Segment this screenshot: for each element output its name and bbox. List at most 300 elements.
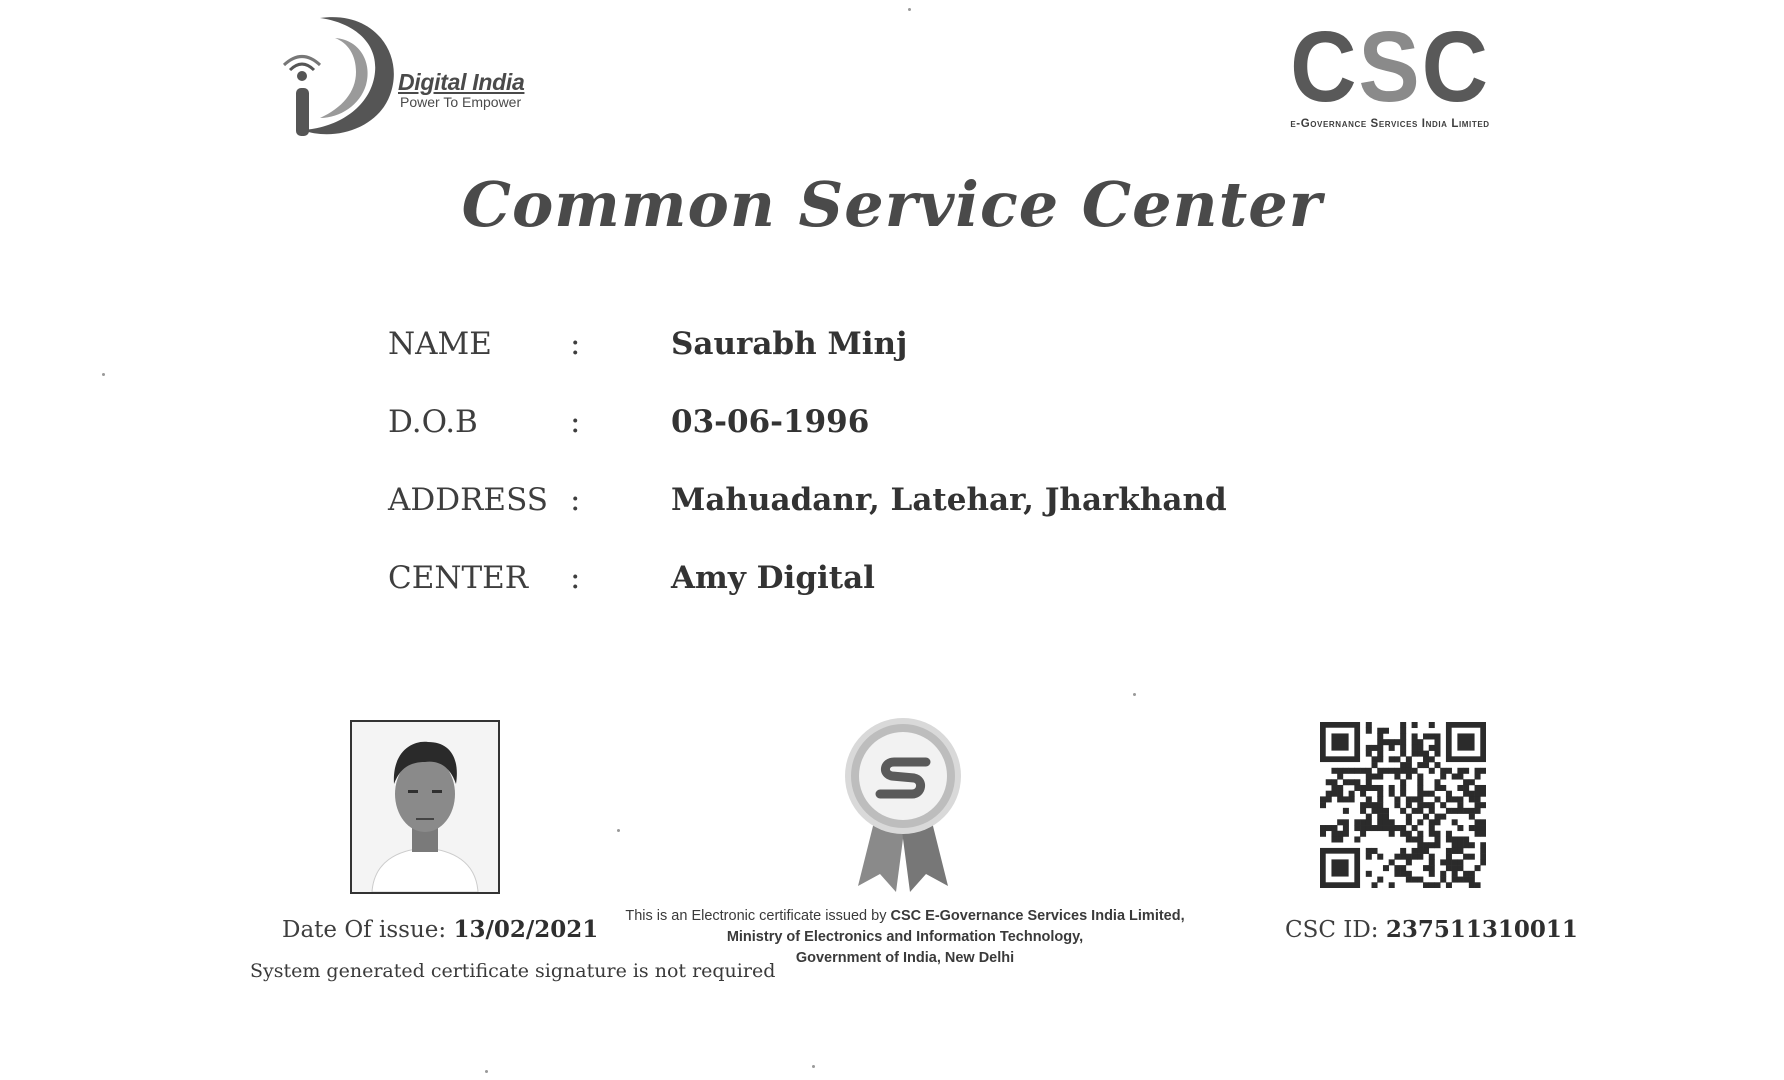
qr-module [1452, 859, 1458, 865]
qr-module [1423, 756, 1429, 762]
qr-module [1475, 831, 1481, 837]
issuer-note [590, 906, 1220, 969]
scan-speck [102, 373, 105, 376]
qr-module [1417, 739, 1423, 745]
qr-module [1480, 819, 1486, 825]
issuer-line-3 [590, 948, 1220, 969]
qr-module [1383, 865, 1389, 871]
qr-module [1400, 762, 1406, 768]
scan-speck [908, 8, 911, 11]
qr-module [1366, 785, 1372, 791]
csc-logo-subtitle: e-Governance Services India Limited [1290, 118, 1490, 130]
qr-module [1343, 808, 1349, 814]
qr-module [1394, 802, 1400, 808]
qr-module [1400, 779, 1406, 785]
address-colon: : [570, 482, 581, 518]
qr-module [1475, 819, 1481, 825]
qr-module [1377, 819, 1383, 825]
verification-qr-code [1320, 722, 1486, 888]
csc-letter-c2: C [1421, 11, 1490, 123]
qr-module [1417, 819, 1423, 825]
address-label: ADDRESS [388, 482, 548, 518]
qr-module [1440, 768, 1446, 774]
qr-module [1434, 819, 1440, 825]
qr-module [1372, 756, 1378, 762]
qr-module [1452, 836, 1458, 842]
qr-module [1423, 791, 1429, 797]
qr-module [1331, 779, 1337, 785]
qr-module [1412, 877, 1418, 883]
qr-module [1377, 802, 1383, 808]
qr-module [1434, 779, 1440, 785]
address-value: Mahuadanr, Latehar, Jharkhand [671, 482, 1227, 518]
qr-module [1360, 831, 1366, 837]
csc-id [1285, 916, 1578, 943]
dob-label: D.O.B [388, 404, 478, 440]
qr-module [1377, 739, 1383, 745]
qr-module [1417, 779, 1423, 785]
qr-module [1452, 842, 1458, 848]
qr-module [1400, 728, 1406, 734]
qr-module [1412, 768, 1418, 774]
qr-module [1394, 871, 1400, 877]
scan-speck [617, 829, 620, 832]
qr-module [1417, 796, 1423, 802]
digital-india-title: Digital India [398, 69, 525, 95]
issuer-line-1-prefix: This is an Electronic certificate issued by [625, 908, 891, 924]
qr-module [1446, 791, 1452, 797]
qr-module [1434, 836, 1440, 842]
qr-module [1434, 739, 1440, 745]
qr-module [1394, 739, 1400, 745]
qr-module [1400, 751, 1406, 757]
qr-module [1417, 774, 1423, 780]
qr-module [1366, 854, 1372, 860]
qr-module [1457, 877, 1463, 883]
qr-module [1475, 785, 1481, 791]
qr-module [1480, 842, 1486, 848]
qr-module [1377, 756, 1383, 762]
qr-module [1457, 848, 1463, 854]
qr-module [1354, 825, 1360, 831]
qr-module [1372, 848, 1378, 854]
qr-module [1440, 814, 1446, 820]
qr-module [1389, 882, 1395, 888]
center-value: Amy Digital [671, 560, 875, 596]
qr-module [1377, 796, 1383, 802]
qr-module [1366, 848, 1372, 854]
qr-module [1469, 796, 1475, 802]
qr-module [1377, 877, 1383, 883]
qr-module [1331, 791, 1337, 797]
qr-module [1389, 831, 1395, 837]
qr-module [1366, 819, 1372, 825]
qr-module [1475, 802, 1481, 808]
qr-module [1417, 836, 1423, 842]
name-colon: : [570, 326, 581, 362]
qr-module [1331, 836, 1337, 842]
qr-module [1331, 768, 1337, 774]
qr-module [1446, 796, 1452, 802]
qr-module [1337, 836, 1343, 842]
issue-label: Date Of issue: [282, 917, 454, 943]
qr-module [1337, 791, 1343, 797]
qr-module [1429, 831, 1435, 837]
qr-module [1457, 768, 1463, 774]
qr-module [1406, 859, 1412, 865]
qr-module [1452, 848, 1458, 854]
qr-module [1343, 779, 1349, 785]
qr-module [1354, 785, 1360, 791]
qr-module [1400, 733, 1406, 739]
dob-colon: : [570, 404, 581, 440]
qr-module [1360, 825, 1366, 831]
qr-module [1389, 785, 1395, 791]
qr-module [1377, 733, 1383, 739]
qr-module [1457, 836, 1463, 842]
qr-module [1389, 859, 1395, 865]
qr-module [1429, 882, 1435, 888]
qr-module [1452, 819, 1458, 825]
qr-module [1429, 745, 1435, 751]
qr-module [1417, 802, 1423, 808]
qr-module [1383, 814, 1389, 820]
qr-module [1475, 796, 1481, 802]
issuer-line-2-text: Ministry of Electronics and Information Technology, [726, 929, 1084, 945]
qr-module [1463, 808, 1469, 814]
qr-module [1475, 865, 1481, 871]
qr-code-icon [1320, 722, 1486, 888]
qr-module [1400, 871, 1406, 877]
csc-letter-s: S [1358, 11, 1422, 123]
qr-module [1417, 877, 1423, 883]
qr-module [1429, 733, 1435, 739]
qr-module [1349, 791, 1355, 797]
qr-module [1469, 871, 1475, 877]
qr-module [1400, 808, 1406, 814]
qr-module [1320, 796, 1326, 802]
qr-module [1406, 774, 1412, 780]
qr-module [1320, 825, 1326, 831]
qr-module [1480, 854, 1486, 860]
qr-module [1394, 774, 1400, 780]
qr-module [1383, 739, 1389, 745]
qr-module [1406, 877, 1412, 883]
qr-module [1446, 831, 1452, 837]
qr-module [1469, 825, 1475, 831]
qr-module [1406, 756, 1412, 762]
qr-module [1383, 808, 1389, 814]
qr-module [1463, 785, 1469, 791]
qr-module [1423, 848, 1429, 854]
qr-module [1326, 779, 1332, 785]
holder-photo [350, 720, 500, 894]
qr-module [1469, 814, 1475, 820]
qr-module [1331, 785, 1337, 791]
qr-module [1354, 779, 1360, 785]
qr-module [1434, 733, 1440, 739]
qr-module [1343, 768, 1349, 774]
qr-module [1417, 762, 1423, 768]
qr-module [1372, 785, 1378, 791]
qr-module [1463, 877, 1469, 883]
qr-module [1372, 802, 1378, 808]
qr-module [1389, 791, 1395, 797]
award-ribbon-icon [838, 716, 968, 896]
qr-module [1360, 791, 1366, 797]
qr-module [1383, 819, 1389, 825]
qr-module [1349, 779, 1355, 785]
qr-module [1360, 802, 1366, 808]
qr-module [1406, 854, 1412, 860]
qr-module [1446, 808, 1452, 814]
qr-module [1394, 865, 1400, 871]
qr-module [1446, 882, 1452, 888]
qr-module [1412, 733, 1418, 739]
qr-module [1377, 745, 1383, 751]
qr-module [1320, 831, 1326, 837]
qr-module [1366, 802, 1372, 808]
qr-module [1469, 882, 1475, 888]
qr-module [1406, 768, 1412, 774]
qr-module [1480, 848, 1486, 854]
qr-module [1400, 722, 1406, 728]
qr-module [1429, 722, 1435, 728]
qr-module [1400, 791, 1406, 797]
qr-module [1429, 871, 1435, 877]
qr-module [1434, 751, 1440, 757]
qr-module [1440, 877, 1446, 883]
qr-module [1377, 808, 1383, 814]
qr-module [1406, 814, 1412, 820]
qr-module [1366, 745, 1372, 751]
qr-module [1343, 831, 1349, 837]
qr-module [1463, 854, 1469, 860]
qr-module [1412, 836, 1418, 842]
qr-module [1377, 825, 1383, 831]
qr-module [1337, 768, 1343, 774]
qr-module [1412, 825, 1418, 831]
dob-value: 03-06-1996 [671, 404, 870, 440]
qr-module [1366, 751, 1372, 757]
qr-module [1406, 802, 1412, 808]
qr-module [1440, 785, 1446, 791]
qr-module [1429, 756, 1435, 762]
qr-module [1429, 808, 1435, 814]
qr-module [1417, 745, 1423, 751]
csc-logo-letters [1252, 11, 1528, 123]
qr-module [1366, 722, 1372, 728]
qr-module [1377, 854, 1383, 860]
csc-id-value: 237511310011 [1385, 916, 1578, 943]
qr-module [1406, 836, 1412, 842]
qr-module [1343, 819, 1349, 825]
qr-module [1457, 825, 1463, 831]
scan-speck [812, 1065, 815, 1068]
qr-module [1463, 791, 1469, 797]
issuer-line-1 [590, 906, 1220, 927]
qr-module [1417, 842, 1423, 848]
qr-module [1337, 819, 1343, 825]
system-note: System generated certificate signature is not required [250, 960, 776, 982]
qr-module [1457, 859, 1463, 865]
csc-logo [1240, 11, 1540, 137]
qr-module [1429, 791, 1435, 797]
qr-module [1417, 751, 1423, 757]
qr-module [1429, 859, 1435, 865]
qr-module [1389, 825, 1395, 831]
qr-module [1452, 877, 1458, 883]
qr-module [1440, 802, 1446, 808]
qr-module [1469, 808, 1475, 814]
qr-module [1475, 808, 1481, 814]
qr-module [1463, 842, 1469, 848]
qr-module [1423, 733, 1429, 739]
qr-module [1400, 848, 1406, 854]
qr-module [1372, 825, 1378, 831]
qr-module [1366, 774, 1372, 780]
csc-seal [838, 716, 968, 896]
qr-module [1480, 831, 1486, 837]
qr-module [1389, 819, 1395, 825]
qr-module [1412, 848, 1418, 854]
qr-module [1412, 796, 1418, 802]
qr-module [1417, 808, 1423, 814]
qr-module [1463, 871, 1469, 877]
qr-module [1389, 756, 1395, 762]
qr-module [1372, 882, 1378, 888]
qr-module [1406, 819, 1412, 825]
qr-module [1366, 728, 1372, 734]
digital-india-text [398, 70, 548, 110]
qr-module [1429, 768, 1435, 774]
qr-module [1423, 814, 1429, 820]
qr-module [1480, 825, 1486, 831]
qr-module [1452, 796, 1458, 802]
qr-module [1377, 768, 1383, 774]
qr-module [1366, 825, 1372, 831]
qr-module [1480, 791, 1486, 797]
qr-module [1400, 785, 1406, 791]
qr-module [1406, 762, 1412, 768]
page-title: Common Service Center [461, 168, 1323, 241]
qr-module [1452, 808, 1458, 814]
qr-module [1320, 802, 1326, 808]
issuer-line-1-bold: CSC E-Governance Services India Limited, [890, 908, 1185, 924]
qr-module [1349, 768, 1355, 774]
qr-module [1412, 739, 1418, 745]
qr-module [1417, 791, 1423, 797]
qr-module [1331, 831, 1337, 837]
qr-module [1343, 825, 1349, 831]
qr-module [1389, 768, 1395, 774]
qr-module [1434, 814, 1440, 820]
digital-india-emblem-icon [280, 10, 400, 145]
qr-module [1412, 745, 1418, 751]
qr-module [1400, 745, 1406, 751]
center-label: CENTER [388, 560, 529, 596]
qr-module [1469, 842, 1475, 848]
scan-speck [1133, 693, 1136, 696]
qr-module [1337, 796, 1343, 802]
qr-module [1463, 779, 1469, 785]
qr-module [1377, 728, 1383, 734]
qr-module [1475, 825, 1481, 831]
qr-module [1475, 882, 1481, 888]
qr-module [1360, 819, 1366, 825]
qr-module [1457, 774, 1463, 780]
qr-module [1394, 768, 1400, 774]
qr-module [1469, 854, 1475, 860]
qr-module [1372, 808, 1378, 814]
qr-module [1429, 854, 1435, 860]
qr-module [1377, 774, 1383, 780]
qr-module [1412, 808, 1418, 814]
qr-module [1417, 854, 1423, 860]
qr-module [1372, 745, 1378, 751]
qr-module [1377, 751, 1383, 757]
date-of-issue [282, 916, 598, 943]
qr-finder-pattern [1331, 859, 1348, 876]
qr-module [1457, 796, 1463, 802]
qr-module [1360, 768, 1366, 774]
qr-module [1457, 842, 1463, 848]
qr-module [1383, 768, 1389, 774]
qr-module [1457, 865, 1463, 871]
qr-module [1406, 871, 1412, 877]
qr-module [1366, 814, 1372, 820]
qr-module [1434, 785, 1440, 791]
name-value: Saurabh Minj [671, 326, 908, 362]
digital-india-logo [280, 10, 540, 145]
qr-module [1457, 808, 1463, 814]
qr-module [1475, 768, 1481, 774]
qr-module [1366, 779, 1372, 785]
qr-module [1360, 808, 1366, 814]
person-photo-icon [352, 722, 498, 892]
qr-module [1446, 865, 1452, 871]
qr-module [1343, 796, 1349, 802]
qr-module [1446, 859, 1452, 865]
qr-module [1446, 768, 1452, 774]
qr-module [1326, 825, 1332, 831]
scan-speck [485, 1070, 488, 1073]
qr-module [1366, 796, 1372, 802]
qr-module [1400, 739, 1406, 745]
qr-module [1366, 768, 1372, 774]
qr-module [1434, 796, 1440, 802]
qr-module [1423, 842, 1429, 848]
qr-module [1331, 825, 1337, 831]
qr-module [1354, 819, 1360, 825]
qr-module [1354, 836, 1360, 842]
qr-module [1440, 859, 1446, 865]
qr-module [1394, 854, 1400, 860]
qr-module [1475, 774, 1481, 780]
qr-module [1434, 745, 1440, 751]
qr-module [1480, 802, 1486, 808]
qr-module [1412, 751, 1418, 757]
name-label: NAME [388, 326, 492, 362]
qr-module [1372, 774, 1378, 780]
qr-module [1326, 796, 1332, 802]
qr-module [1400, 865, 1406, 871]
qr-module [1406, 831, 1412, 837]
qr-module [1423, 802, 1429, 808]
qr-module [1372, 762, 1378, 768]
csc-id-label: CSC ID: [1285, 917, 1386, 943]
qr-module [1406, 796, 1412, 802]
